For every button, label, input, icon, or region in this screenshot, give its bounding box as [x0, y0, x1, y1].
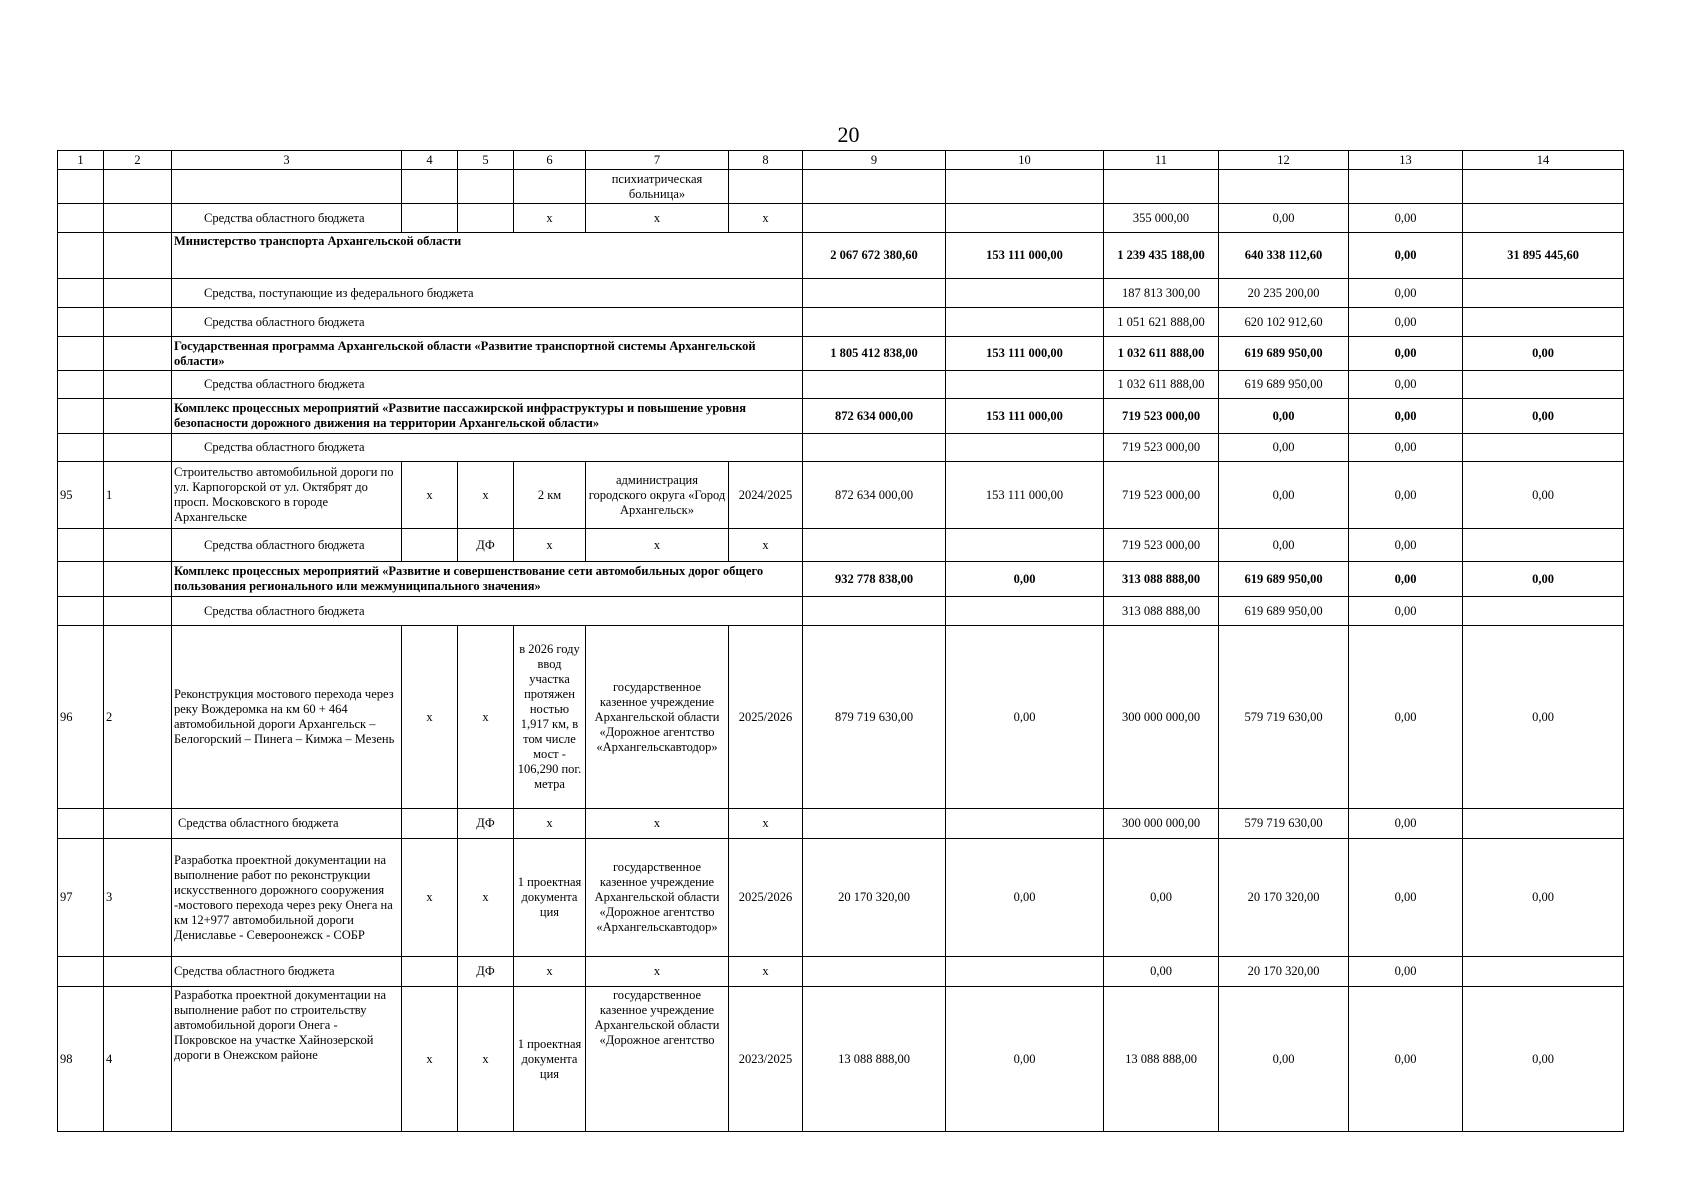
row-index: 3	[104, 839, 172, 957]
cell: 20 170 320,00	[1219, 839, 1349, 957]
complex-label: Комплекс процессных мероприятий «Развитие пассажирской инфраструктуры и повышение уровня безопасности дорожного движения на территории Архангельской области»	[172, 399, 803, 434]
table-row	[58, 308, 1624, 337]
row-number: 97	[58, 839, 104, 957]
program-label: Государственная программа Архангельской области «Развитие транспортной системы Архангельской области»	[172, 337, 803, 371]
cell: 1 032 611 888,00	[1104, 337, 1219, 371]
funding-source-label: Средства, поступающие из федерального бюджета	[172, 279, 803, 308]
cell: x	[402, 987, 458, 1132]
cell: 1 239 435 188,00	[1104, 233, 1219, 279]
cell: 640 338 112,60	[1219, 233, 1349, 279]
table-row	[58, 839, 1624, 957]
cell: 0,00	[1349, 957, 1463, 987]
cell: x	[514, 809, 586, 839]
capacity-cell: 1 проектная документа ция	[514, 987, 586, 1132]
cell: 1 032 611 888,00	[1104, 371, 1219, 399]
cell: 153 111 000,00	[946, 337, 1104, 371]
cell: 313 088 888,00	[1104, 562, 1219, 597]
executor-cell: психиатрическая больница»	[586, 170, 729, 204]
funding-source-label: Средства областного бюджета	[172, 371, 803, 399]
cell: 0,00	[1349, 399, 1463, 434]
table-row	[58, 337, 1624, 371]
cell: 0,00	[1219, 399, 1349, 434]
executor-cell: государственное казенное учреждение Архангельской области «Дорожное агентство	[586, 987, 729, 1132]
cell: 0,00	[1463, 337, 1624, 371]
row-number: 98	[58, 987, 104, 1132]
table-row	[58, 233, 1624, 279]
cell: 0,00	[1349, 529, 1463, 562]
cell: 719 523 000,00	[1104, 434, 1219, 462]
cell: x	[729, 529, 803, 562]
table-row	[58, 597, 1624, 626]
row-number: 95	[58, 462, 104, 529]
cell: x	[586, 809, 729, 839]
cell: 879 719 630,00	[803, 626, 946, 809]
cell: 20 235 200,00	[1219, 279, 1349, 308]
cell: 0,00	[1349, 597, 1463, 626]
cell: 153 111 000,00	[946, 462, 1104, 529]
row-number: 96	[58, 626, 104, 809]
table-row	[58, 170, 1624, 204]
capacity-cell: в 2026 году ввод участка протяжен ностью 1,917 км, в том числе мост - 106,290 пог. метра	[514, 626, 586, 809]
table-row	[58, 809, 1624, 839]
col-header: 1	[58, 151, 104, 170]
cell: 2025/2026	[729, 626, 803, 809]
funding-source-label: Средства областного бюджета	[172, 957, 402, 987]
cell: 2025/2026	[729, 839, 803, 957]
cell: x	[514, 529, 586, 562]
col-header: 12	[1219, 151, 1349, 170]
cell: 31 895 445,60	[1463, 233, 1624, 279]
cell: ДФ	[458, 529, 514, 562]
funding-source-label: Средства областного бюджета	[172, 597, 803, 626]
col-header: 9	[803, 151, 946, 170]
budget-table	[57, 150, 1624, 1132]
col-header: 5	[458, 151, 514, 170]
executor-cell: администрация городского округа «Город Архангельск»	[586, 462, 729, 529]
cell: 619 689 950,00	[1219, 371, 1349, 399]
table-row	[58, 957, 1624, 987]
cell: 2 км	[514, 462, 586, 529]
cell: 0,00	[1349, 308, 1463, 337]
row-index: 4	[104, 987, 172, 1132]
column-number-row	[58, 151, 1624, 170]
cell: 300 000 000,00	[1104, 809, 1219, 839]
cell: 0,00	[1104, 839, 1219, 957]
table-row	[58, 529, 1624, 562]
funding-source-label: Средства областного бюджета	[172, 809, 402, 839]
cell: x	[729, 957, 803, 987]
complex-label: Комплекс процессных мероприятий «Развитие и совершенствование сети автомобильных дорог общего пользования регионального или межмуниципального значения»	[172, 562, 803, 597]
cell: 872 634 000,00	[803, 399, 946, 434]
cell: 0,00	[1219, 987, 1349, 1132]
cell: 619 689 950,00	[1219, 597, 1349, 626]
col-header: 10	[946, 151, 1104, 170]
cell: 0,00	[1463, 626, 1624, 809]
cell: x	[458, 987, 514, 1132]
cell: 0,00	[1349, 279, 1463, 308]
col-header: 3	[172, 151, 402, 170]
cell: 2024/2025	[729, 462, 803, 529]
table-row	[58, 562, 1624, 597]
cell: 0,00	[1219, 462, 1349, 529]
cell: 619 689 950,00	[1219, 562, 1349, 597]
cell: 0,00	[1349, 809, 1463, 839]
col-header: 2	[104, 151, 172, 170]
object-name: Разработка проектной документации на выполнение работ по реконструкции искусственного дорожного сооружения -мостового перехода через реку Онега на км 12+977 автомобильной дороги Дениславье - Североонежск - СОБР	[172, 839, 402, 957]
cell: 313 088 888,00	[1104, 597, 1219, 626]
cell: 0,00	[1219, 204, 1349, 233]
cell: x	[402, 626, 458, 809]
table-row	[58, 204, 1624, 233]
cell: 0,00	[1463, 462, 1624, 529]
cell: 719 523 000,00	[1104, 529, 1219, 562]
cell: 20 170 320,00	[803, 839, 946, 957]
cell: x	[586, 957, 729, 987]
executor-cell: государственное казенное учреждение Архангельской области «Дорожное агентство «Архангельскавтодор»	[586, 626, 729, 809]
cell: 2023/2025	[729, 987, 803, 1132]
cell: 1 051 621 888,00	[1104, 308, 1219, 337]
cell: 579 719 630,00	[1219, 626, 1349, 809]
object-name: Реконструкция мостового перехода через реку Вождеромка на км 60 + 464 автомобильной дороги Архангельск – Белогорский – Пинега – Кимжа – Мезень	[172, 626, 402, 809]
cell: 0,00	[1104, 957, 1219, 987]
col-header: 8	[729, 151, 803, 170]
executor-cell: государственное казенное учреждение Архангельской области «Дорожное агентство «Архангельскавтодор»	[586, 839, 729, 957]
cell: 13 088 888,00	[1104, 987, 1219, 1132]
cell: 153 111 000,00	[946, 233, 1104, 279]
capacity-cell: 1 проектная документа ция	[514, 839, 586, 957]
cell: 153 111 000,00	[946, 399, 1104, 434]
cell: 355 000,00	[1104, 204, 1219, 233]
table-row	[58, 371, 1624, 399]
cell: 0,00	[1349, 434, 1463, 462]
cell: 187 813 300,00	[1104, 279, 1219, 308]
table-row	[58, 987, 1624, 1132]
object-name: Строительство автомобильной дороги по ул. Карпогорской от ул. Октябрят до просп. Московского в городе Архангельске	[172, 462, 402, 529]
col-header: 11	[1104, 151, 1219, 170]
cell: x	[729, 204, 803, 233]
cell: x	[586, 529, 729, 562]
cell: 2 067 672 380,60	[803, 233, 946, 279]
cell: 1 805 412 838,00	[803, 337, 946, 371]
table-row	[58, 462, 1624, 529]
cell: 579 719 630,00	[1219, 809, 1349, 839]
page-number: 20	[837, 122, 860, 147]
cell: 932 778 838,00	[803, 562, 946, 597]
table-row	[58, 626, 1624, 809]
cell: 620 102 912,60	[1219, 308, 1349, 337]
cell: 0,00	[1463, 562, 1624, 597]
cell: x	[514, 204, 586, 233]
cell: x	[402, 839, 458, 957]
ministry-label: Министерство транспорта Архангельской области	[172, 233, 803, 279]
object-name: Разработка проектной документации на выполнение работ по строительству автомобильной дороги Онега - Покровское на участке Хайнозерской дороги в Онежском районе	[172, 987, 402, 1132]
cell: x	[514, 957, 586, 987]
cell: 0,00	[1349, 204, 1463, 233]
cell: 300 000 000,00	[1104, 626, 1219, 809]
cell: 619 689 950,00	[1219, 337, 1349, 371]
cell: 0,00	[1349, 987, 1463, 1132]
cell: x	[729, 809, 803, 839]
cell: 0,00	[946, 562, 1104, 597]
cell: 20 170 320,00	[1219, 957, 1349, 987]
cell: 0,00	[1463, 987, 1624, 1132]
funding-source-label: Средства областного бюджета	[172, 308, 803, 337]
cell: 719 523 000,00	[1104, 399, 1219, 434]
cell: 0,00	[946, 839, 1104, 957]
cell: 13 088 888,00	[803, 987, 946, 1132]
cell: x	[402, 462, 458, 529]
cell: 0,00	[946, 626, 1104, 809]
cell: 0,00	[1463, 839, 1624, 957]
cell: 0,00	[1349, 626, 1463, 809]
cell: 0,00	[1219, 529, 1349, 562]
col-header: 13	[1349, 151, 1463, 170]
cell: x	[458, 626, 514, 809]
cell: x	[458, 839, 514, 957]
col-header: 14	[1463, 151, 1624, 170]
cell: 0,00	[1349, 462, 1463, 529]
cell: x	[586, 204, 729, 233]
table-row	[58, 399, 1624, 434]
row-index: 2	[104, 626, 172, 809]
table-row	[58, 434, 1624, 462]
cell: 0,00	[1219, 434, 1349, 462]
cell: x	[458, 462, 514, 529]
row-index: 1	[104, 462, 172, 529]
col-header: 7	[586, 151, 729, 170]
cell: 0,00	[1349, 233, 1463, 279]
cell: 0,00	[1349, 371, 1463, 399]
col-header: 4	[402, 151, 458, 170]
col-header: 6	[514, 151, 586, 170]
funding-source-label: Средства областного бюджета	[172, 204, 402, 233]
cell: 0,00	[1463, 399, 1624, 434]
cell: 872 634 000,00	[803, 462, 946, 529]
table-row	[58, 279, 1624, 308]
cell: 0,00	[1349, 562, 1463, 597]
cell: 0,00	[946, 987, 1104, 1132]
cell: ДФ	[458, 957, 514, 987]
cell: 719 523 000,00	[1104, 462, 1219, 529]
cell: 0,00	[1349, 337, 1463, 371]
cell: ДФ	[458, 809, 514, 839]
funding-source-label: Средства областного бюджета	[172, 434, 803, 462]
cell: 0,00	[1349, 839, 1463, 957]
funding-source-label: Средства областного бюджета	[172, 529, 402, 562]
